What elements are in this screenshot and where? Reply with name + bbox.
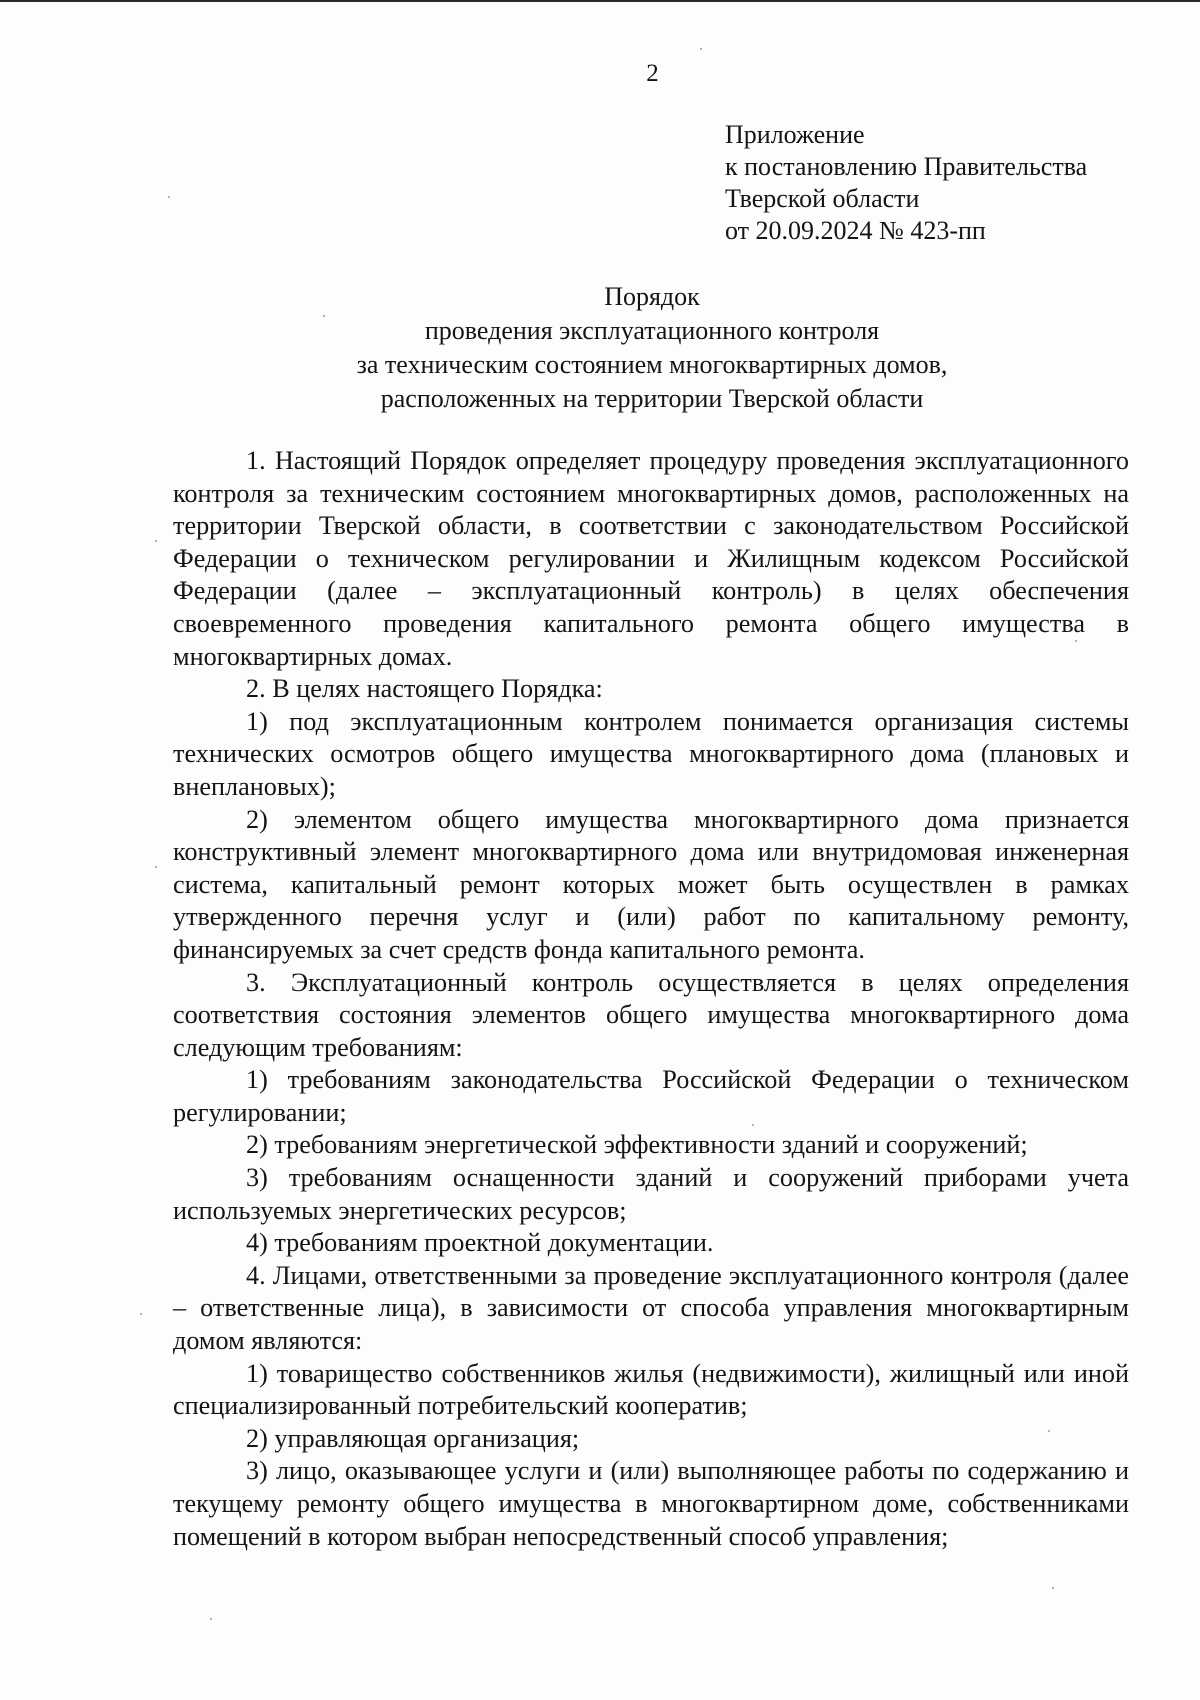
paragraph-3-item-4: 4) требованиям проектной документации. bbox=[246, 1228, 714, 1258]
appendix-line-1: Приложение bbox=[725, 120, 865, 149]
title-line-4: расположенных на территории Тверской области bbox=[380, 384, 924, 413]
appendix-line-4: от 20.09.2024 № 423-пп bbox=[725, 216, 986, 245]
paragraph-2-item-2: 2) элементом общего имущества многоквартирного дома признается конструктивный элемент многоквартирного дома или внутридомовая инженерная система, капитальный ремонт которых может быть осуществлен в рамках утвержденного перечня услуг и (или) работ по капитальному ремонту, финансируемых за счет средств фонда капитального ремонта. bbox=[173, 804, 1129, 964]
appendix-block bbox=[725, 119, 1087, 247]
document-body bbox=[173, 445, 1129, 1553]
paragraph-4: 4. Лицами, ответственными за проведение эксплуатационного контроля (далее – ответственные лица), в зависимости от способа управления многоквартирным домом являются: bbox=[173, 1260, 1129, 1356]
paragraph-1: 1. Настоящий Порядок определяет процедуру проведения эксплуатационного контроля за техническим состоянием многоквартирных домов, расположенных на территории Тверской области, в соответствии с законодательством Российской Федерации о техническом регулировании и Жилищным кодексом Российской Федерации (далее – эксплуатационный контроль) в целях обеспечения своевременного проведения капитального ремонта общего имущества в многоквартирных домах. bbox=[173, 446, 1129, 671]
title-line-1: Порядок bbox=[604, 282, 700, 311]
paragraph-4-item-3: 3) лицо, оказывающее услуги и (или) выполняющее работы по содержанию и текущему ремонту общего имущества в многоквартирном доме, собственниками помещений в котором выбран непосредственный способ управления; bbox=[173, 1456, 1129, 1551]
page-number: 2 bbox=[646, 60, 659, 87]
paragraph-4-item-2: 2) управляющая организация; bbox=[246, 1423, 580, 1453]
paragraph-3: 3. Эксплуатационный контроль осуществляется в целях определения соответствия состояния элементов общего имущества многоквартирного дома следующим требованиям: bbox=[173, 967, 1129, 1062]
appendix-line-3: Тверской области bbox=[725, 184, 920, 213]
paragraph-2-item-1: 1) под эксплуатационным контролем понимается организация системы технических осмотров общего имущества многоквартирного дома (плановых и внеплановых); bbox=[173, 706, 1129, 801]
paragraph-3-item-1: 1) требованиям законодательства Российской Федерации о техническом регулировании; bbox=[173, 1065, 1129, 1127]
paragraph-3-item-2: 2) требованиям энергетической эффективности зданий и сооружений; bbox=[246, 1130, 1028, 1160]
title-line-3: за техническим состоянием многоквартирных домов, bbox=[356, 350, 948, 379]
paragraph-2: 2. В целях настоящего Порядка: bbox=[246, 674, 603, 704]
paragraph-3-item-3: 3) требованиям оснащенности зданий и сооружений приборами учета используемых энергетических ресурсов; bbox=[173, 1163, 1129, 1225]
document-title bbox=[173, 280, 1131, 416]
appendix-line-2: к постановлению Правительства bbox=[725, 152, 1088, 181]
paragraph-4-item-1: 1) товарищество собственников жилья (недвижимости), жилищный или иной специализированный потребительский кооператив; bbox=[173, 1358, 1129, 1421]
scan-top-edge bbox=[0, 0, 1200, 2]
title-line-2: проведения эксплуатационного контроля bbox=[424, 316, 880, 345]
